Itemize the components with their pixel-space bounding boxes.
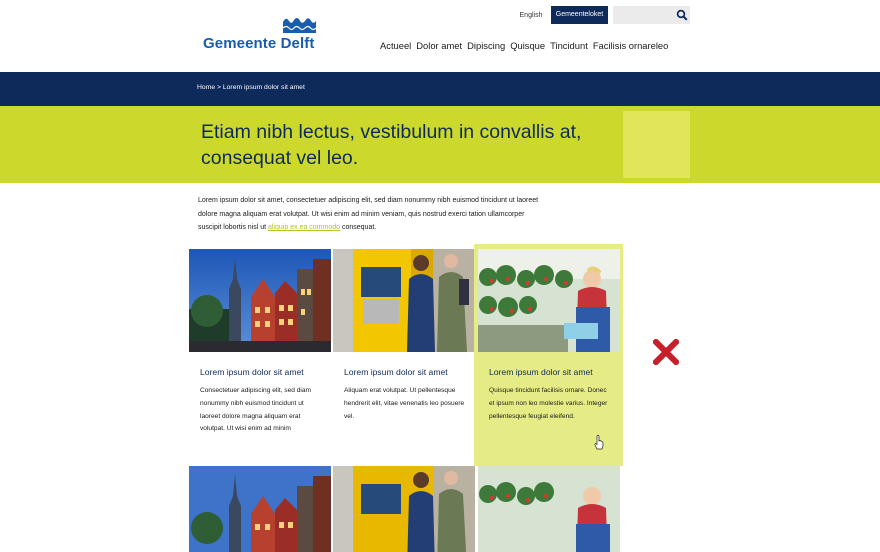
intro-paragraph [198, 194, 548, 235]
ticket-machine-photo-icon [333, 249, 475, 352]
card-3-image [478, 249, 620, 352]
city-photo-icon [189, 466, 331, 552]
intro-text: Lorem ipsum dolor sit amet, consectetuer adipiscing elit, sed diam nonummy nibh euismod tincidunt ut laoreet dolore magna aliquam erat volutpat. Ut wisi enim ad minim veniam, quis nostrud exerci tation ullamcorper suscipit lobortis nisl ut [198, 197, 539, 231]
city-photo-icon [189, 249, 331, 352]
language-link[interactable]: English [519, 12, 543, 19]
card-5[interactable] [333, 466, 475, 552]
nav-item-facilisis-ornareleo[interactable]: Facilisis ornareleo [592, 40, 669, 51]
hand-cursor-icon [594, 435, 604, 450]
nav-item-tincidunt[interactable]: Tincidunt [550, 40, 588, 51]
gemeenteloket-button[interactable]: Gemeenteloket [551, 6, 608, 24]
card-1-title[interactable]: Lorem ipsum dolor sit amet [200, 367, 304, 377]
site-header [0, 0, 880, 72]
card-2-title[interactable]: Lorem ipsum dolor sit amet [344, 367, 448, 377]
card-2[interactable] [333, 249, 475, 469]
breadcrumb-bar [0, 72, 880, 106]
nav-item-quisque[interactable]: Quisque [510, 40, 546, 51]
card-3-text: Quisque tincidunt facilisis ornare. Donec et ipsum non leo molestie varius. Integer pellentesque feugiat eleifend. [489, 387, 608, 420]
search-input[interactable] [613, 6, 671, 24]
card-1-image [189, 249, 331, 352]
card-2-image [333, 249, 475, 352]
hero-decor-box [623, 111, 690, 178]
card-2-text: Aliquam erat volutpat. Ut pellentesque hendrerit elit, vitae venenatis leo posuere vel. [344, 387, 465, 420]
card-3-title[interactable]: Lorem ipsum dolor sit amet [489, 367, 593, 377]
search-icon[interactable] [676, 9, 688, 21]
ticket-machine-photo-icon [333, 466, 475, 552]
page-title: Etiam nibh lectus, vestibulum in convallis at, consequat vel leo. [201, 121, 582, 169]
intro-text-end: consequat. [340, 224, 377, 231]
card-1-text: Consectetuer adipiscing elit, sed diam nonummy nibh euismod tincidunt ut laoreet dolore magna aliquam erat volutpat. Ut wisi enim ad minim [200, 387, 312, 433]
hero-banner [0, 106, 880, 183]
nav-item-actueel[interactable]: Actueel [380, 40, 412, 51]
nav-item-dipiscing[interactable]: Dipiscing [467, 40, 506, 51]
logo-waves-icon [283, 16, 316, 33]
card-3[interactable] [474, 244, 623, 466]
card-5-image [333, 466, 475, 552]
breadcrumb[interactable]: Home > Lorem ipsum dolor sit amet [197, 84, 305, 91]
card-4[interactable] [189, 466, 331, 552]
main-nav [380, 39, 673, 53]
card-4-image [189, 466, 331, 552]
greenhouse-photo-icon [478, 466, 620, 552]
intro-link[interactable]: aliquip ex ea commodo [268, 224, 341, 231]
card-1[interactable] [189, 249, 331, 469]
logo-text: Gemeente Delft [203, 35, 315, 52]
site-logo[interactable] [203, 16, 323, 56]
nav-item-dolor-amet[interactable]: Dolor amet [416, 40, 463, 51]
card-6[interactable] [478, 466, 620, 552]
greenhouse-photo-icon [478, 249, 620, 352]
card-6-image [478, 466, 620, 552]
search-box [613, 6, 690, 24]
close-icon[interactable] [653, 339, 679, 365]
